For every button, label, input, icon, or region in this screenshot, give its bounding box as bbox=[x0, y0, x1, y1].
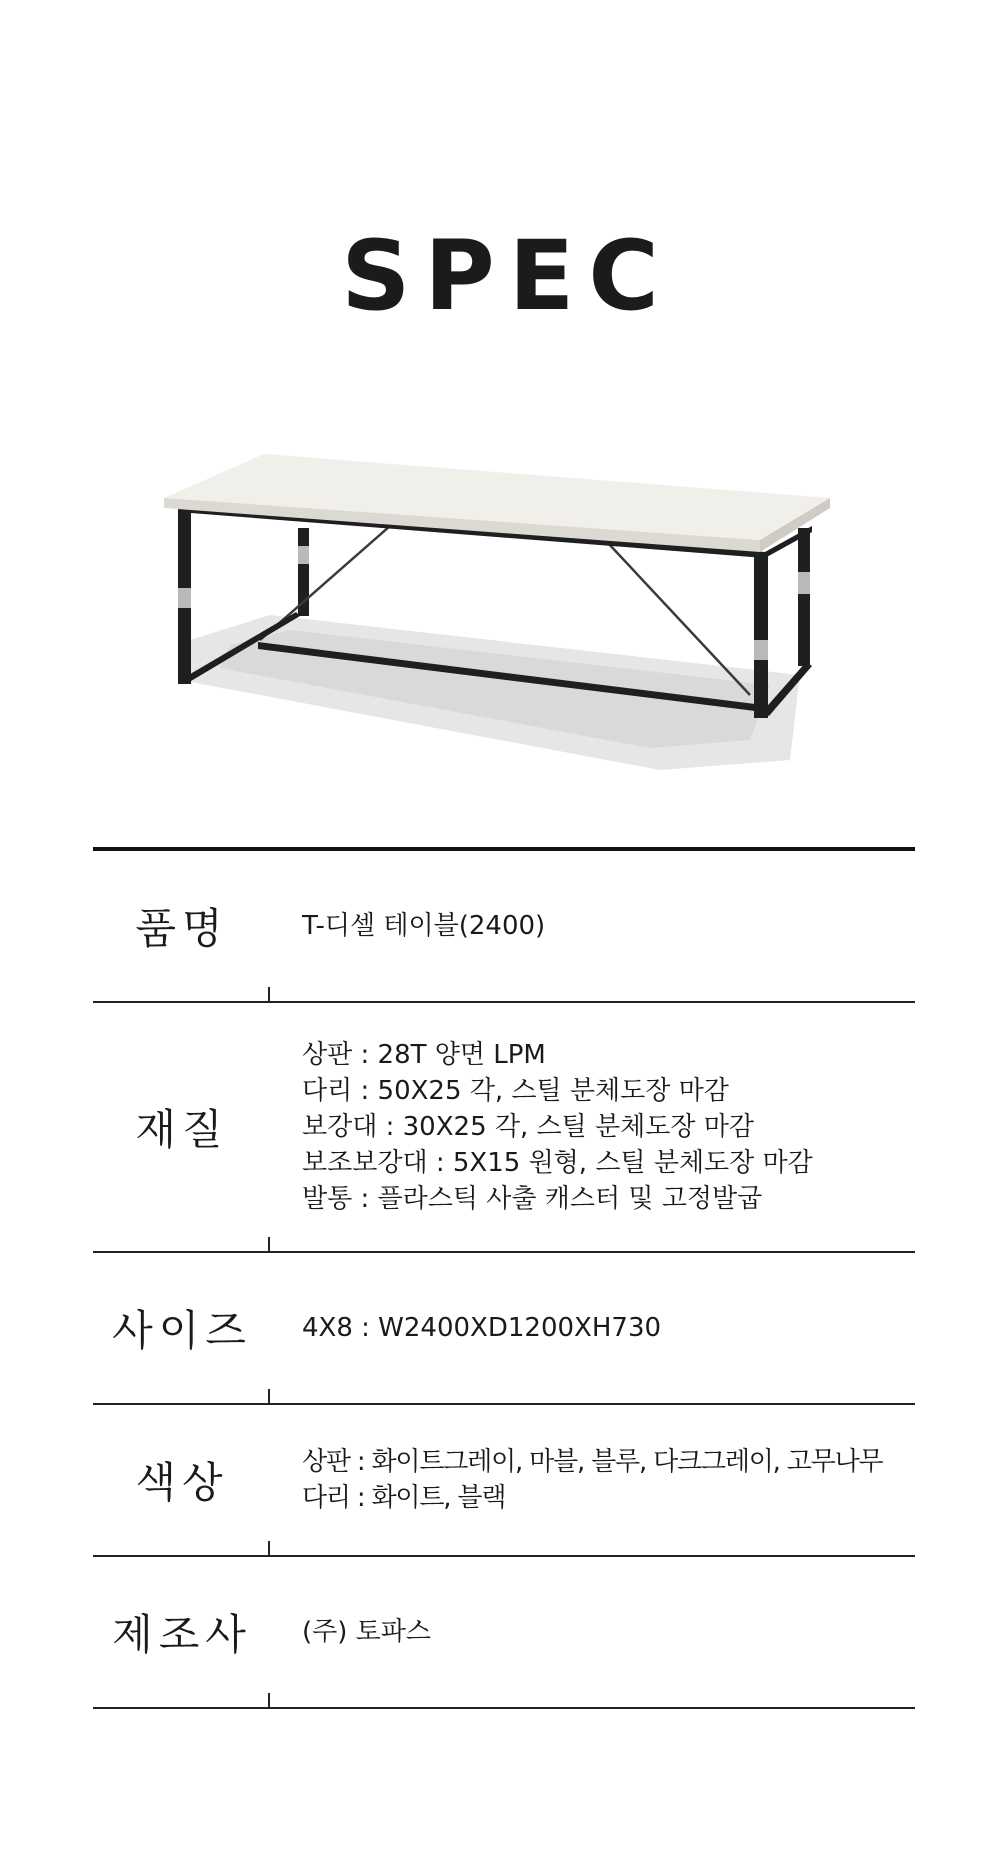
spec-row-color bbox=[93, 1405, 915, 1557]
table-icon bbox=[150, 440, 850, 770]
spec-values bbox=[302, 851, 915, 1001]
spec-value: (주) 토파스 bbox=[302, 1617, 432, 1647]
spec-row-manufacturer bbox=[93, 1557, 915, 1709]
spec-table bbox=[93, 847, 915, 1709]
spec-value: 다리 : 50X25 각, 스틸 분체도장 마감 bbox=[302, 1076, 729, 1106]
spec-values bbox=[302, 1003, 915, 1251]
spec-row-product-name bbox=[93, 851, 915, 1003]
back-right-leg bbox=[798, 528, 810, 666]
front-left-joint bbox=[178, 588, 191, 608]
spec-value: 보조보강대 : 5X15 원형, 스틸 분체도장 마감 bbox=[302, 1148, 813, 1178]
row-divider-tick bbox=[268, 1389, 270, 1403]
spec-value: 상판 : 28T 양면 LPM bbox=[302, 1040, 546, 1070]
back-left-joint bbox=[298, 546, 309, 564]
spec-values bbox=[302, 1557, 915, 1707]
front-right-joint bbox=[754, 640, 768, 660]
spec-row-size bbox=[93, 1253, 915, 1405]
spec-label: 제조사 bbox=[112, 1610, 252, 1659]
spec-row-material bbox=[93, 1003, 915, 1253]
front-right-leg bbox=[754, 552, 768, 718]
spec-title: SPEC bbox=[341, 220, 673, 332]
row-divider-tick bbox=[268, 1237, 270, 1251]
spec-value: 다리 : 화이트, 블랙 bbox=[302, 1483, 506, 1513]
back-right-joint bbox=[798, 572, 810, 594]
row-divider-tick bbox=[268, 987, 270, 1001]
spec-value: 발통 : 플라스틱 사출 캐스터 및 고정발굽 bbox=[302, 1184, 763, 1214]
spec-value: T-디셀 테이블(2400) bbox=[302, 911, 546, 941]
row-divider-tick bbox=[268, 1693, 270, 1707]
spec-label: 품명 bbox=[135, 904, 229, 953]
spec-label: 재질 bbox=[135, 1105, 229, 1154]
spec-values bbox=[302, 1253, 915, 1403]
spec-value: 상판 : 화이트그레이, 마블, 블루, 다크그레이, 고무나무 bbox=[302, 1447, 883, 1477]
spec-value: 보강대 : 30X25 각, 스틸 분체도장 마감 bbox=[302, 1112, 754, 1142]
spec-label: 사이즈 bbox=[112, 1306, 252, 1355]
row-divider-tick bbox=[268, 1541, 270, 1555]
spec-values bbox=[302, 1405, 915, 1555]
spec-label: 색상 bbox=[135, 1458, 229, 1507]
spec-value: 4X8 : W2400XD1200XH730 bbox=[302, 1313, 662, 1343]
